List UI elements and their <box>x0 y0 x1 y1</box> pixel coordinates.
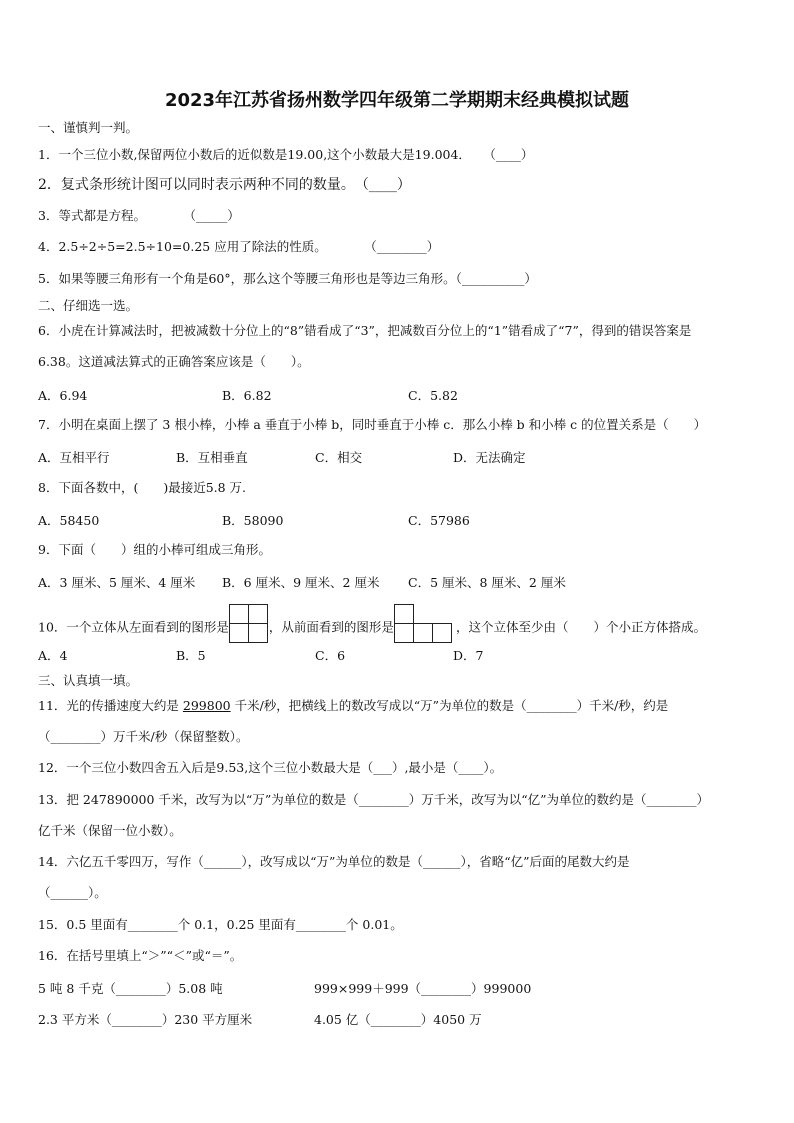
question-6-line-1: 6．小虎在计算减法时，把被减数十分位上的“8”错看成了“3”，把减数百分位上的“1”错看成了“7”，得到的错误答案是 <box>38 323 692 338</box>
question-10-text-b: ，从前面看到的图形是 <box>268 619 394 635</box>
question-13-line-2: 亿千米（保留一位小数）。 <box>38 823 182 838</box>
question-6-option-c: C．5.82 <box>408 388 458 403</box>
question-7-option-c: C．相交 <box>315 450 363 465</box>
question-10-option-c: C．6 <box>315 648 346 663</box>
question-1: 1．一个三位小数,保留两位小数后的近似数是19.00,这个小数最大是19.004． （____） <box>38 147 534 162</box>
question-10-option-a: A．4 <box>38 648 68 663</box>
question-14-line-1: 14．六亿五千零四万，写作（______），改写成以“万”为单位的数是（______），省略“亿”后面的尾数大约是 <box>38 854 630 869</box>
question-10-text-c: ，这个立体至少由（ ）个小正方体搭成。 <box>455 619 706 635</box>
question-11-line-1 <box>38 698 668 714</box>
question-8-option-a: A．58450 <box>38 513 100 528</box>
section-1-heading: 一、谨慎判一判。 <box>38 120 139 135</box>
left-view-figure <box>229 610 269 646</box>
question-16-item-4: 4.05 亿（________）4050 万 <box>314 1012 482 1027</box>
question-16: 16．在括号里填上“＞”“＜”或“＝”。 <box>38 948 243 963</box>
question-16-item-1: 5 吨 8 千克（________）5.08 吨 <box>38 981 223 996</box>
question-8: 8．下面各数中，( )最接近5.8 万. <box>38 480 247 495</box>
question-9-option-a: A．3 厘米、5 厘米、4 厘米 <box>38 575 196 590</box>
question-14-line-2: （______）。 <box>38 885 107 900</box>
question-11-underlined-number: 299800 <box>182 698 231 713</box>
question-13-line-1: 13．把 247890000 千米，改写为以“万”为单位的数是（________）万千米，改写为以“亿”为单位的数约是（________） <box>38 792 709 807</box>
question-4: 4．2.5÷2÷5=2.5÷10=0.25 应用了除法的性质。 （________） <box>38 239 440 254</box>
question-5: 5．如果等腰三角形有一个角是60°，那么这个等腰三角形也是等边三角形。（__________） <box>38 271 537 286</box>
question-9-option-c: C．5 厘米、8 厘米、2 厘米 <box>408 575 566 590</box>
question-9: 9．下面（ ）组的小棒可组成三角形。 <box>38 542 271 557</box>
question-6-option-b: B．6.82 <box>222 388 272 403</box>
question-11-text-pre: 11．光的传播速度大约是 <box>38 698 183 713</box>
question-10-text-a: 10．一个立体从左面看到的图形是 <box>38 619 229 635</box>
question-7-option-b: B．互相垂直 <box>176 450 248 465</box>
section-3-heading: 三、认真填一填。 <box>38 673 139 688</box>
question-16-item-3: 2.3 平方米（________）230 平方厘米 <box>38 1012 253 1027</box>
question-6-line-2: 6.38。这道减法算式的正确答案应该是（ ）。 <box>38 354 310 369</box>
section-2-heading: 二、仔细选一选。 <box>38 298 139 313</box>
question-3: 3．等式都是方程。 （_____） <box>38 208 240 223</box>
question-6-option-a: A．6.94 <box>38 388 88 403</box>
question-7: 7．小明在桌面上摆了 3 根小棒，小棒 a 垂直于小棒 b，同时垂直于小棒 c．那么小棒 b 和小棒 c 的位置关系是（ ） <box>38 417 707 432</box>
question-8-option-b: B．58090 <box>222 513 284 528</box>
front-view-figure <box>394 610 456 646</box>
question-9-option-b: B．6 厘米、9 厘米、2 厘米 <box>222 575 380 590</box>
question-12: 12．一个三位小数四舍五入后是9.53,这个三位小数最大是（___）,最小是（____）。 <box>38 760 503 775</box>
question-10 <box>38 610 706 646</box>
question-10-option-b: B．5 <box>176 648 206 663</box>
question-11-text-post: 千米/秒，把横线上的数改写成以“万”为单位的数是（________）千米/秒，约是 <box>230 698 669 713</box>
question-8-option-c: C．57986 <box>408 513 470 528</box>
question-16-item-2: 999×999＋999（________）999000 <box>314 981 532 996</box>
page-title: 2023年江苏省扬州数学四年级第二学期期末经典模拟试题 <box>164 90 630 111</box>
question-11-line-2: （________）万千米/秒（保留整数）。 <box>38 729 249 744</box>
question-2: 2．复式条形统计图可以同时表示两种不同的数量。 （____） <box>38 177 411 193</box>
question-15: 15．0.5 里面有________个 0.1，0.25 里面有________个 0.01。 <box>38 917 403 932</box>
question-7-option-a: A．互相平行 <box>38 450 110 465</box>
question-10-option-d: D．7 <box>453 648 484 663</box>
question-7-option-d: D．无法确定 <box>453 450 526 465</box>
